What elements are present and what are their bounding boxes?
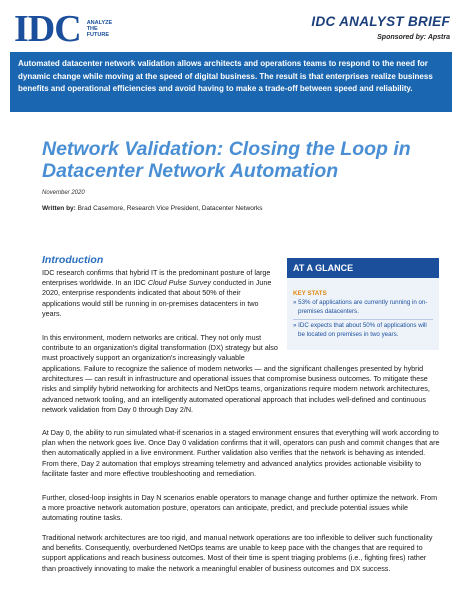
- logo-wordmark: IDC: [14, 8, 81, 50]
- document-date: November 2020: [42, 190, 85, 196]
- bullet-divider: [293, 319, 433, 320]
- author-label: Written by:: [42, 205, 76, 212]
- document-title: Network Validation: Closing the Loop in Datacenter Network Automation: [42, 138, 411, 182]
- intro-paragraph-2b: applications. Failure to recognize the salience of modern networks — and the significant challenges presented by hybrid architectures — can result in infrastructure and operational issues that compromise business outcomes. To mitigate these risks and simplify hybrid networking for architects and NetOps teams, organizations require modern network architectures, advanced network tooling, and an intelligently automated operational approach that includes well-defined and continuous network validation from Day 0 through Day 2/N.: [42, 364, 430, 414]
- author-line: [42, 205, 263, 212]
- intro-paragraph-4: Further, closed-loop insights in Day N scenarios enable operators to manage change and further optimize the network. From a more proactive network automation posture, operators can anticipate, predict, and preclude potential issues while automating routine tasks.: [42, 493, 438, 523]
- p1-text-b: conducted in June 2020, enterprise respondents indicated that about 50% of their applications would still be running in on-premises datacenters in two years.: [42, 278, 272, 318]
- summary-banner: Automated datacenter network validation allows architects and operations teams to respond to the need for dynamic change while moving at the speed of digital business. The result is that enterprises realize business benefits and operational efficiencies and avoid having to make a trade-off between speed and reliability.: [10, 52, 452, 112]
- sponsor-line: Sponsored by: Apstra: [377, 34, 450, 41]
- glance-heading: AT A GLANCE: [287, 258, 439, 278]
- intro-paragraph-5: Traditional network architectures are too rigid, and manual network operations are too inflexible to deliver such functionality and benefits. Consequently, overburdened NetOps teams are unable to keep pace with the changes that are required to support applications and reach business outcomes. Most of their time is spent triaging problems (i.e., fighting fires) rather than proactively innovating to make the network a meaningful enabler of business outcomes and DX success.: [42, 533, 433, 573]
- intro-paragraph-3: At Day 0, the ability to run simulated what-if scenarios in a staged environment ensures that everything will work according to plan when the network goes live. Once Day 0 validation confirms that it will, operators can push and commit changes that are then automatically applied in a live environment. Further validation also verifies that the network is behaving as intended. From there, Day 2 automation that employs streaming telemetry and advanced analytics provides actionable visibility to facilitate faster and more effective troubleshooting and remediation.: [42, 428, 440, 478]
- at-a-glance-box: [287, 258, 439, 350]
- brief-label: IDC ANALYST BRIEF: [311, 14, 450, 29]
- glance-bullet-1: » 53% of applications are currently running in on-premises datacenters.: [293, 299, 428, 315]
- p1-survey-name: Cloud Pulse Survey: [147, 278, 211, 288]
- p1-text-a: IDC research confirms that hybrid IT is the predominant posture of large enterprises worldwide. In an IDC: [42, 268, 271, 288]
- intro-heading: Introduction: [42, 254, 104, 266]
- logo-tagline: ANALYZE THE FUTURE: [86, 20, 113, 38]
- author-name: Brad Casemore, Research Vice President, Datacenter Networks: [77, 205, 263, 212]
- intro-paragraph-1: [42, 268, 280, 319]
- idc-logo: [14, 8, 117, 50]
- intro-paragraph-2a: In this environment, modern networks are critical. They not only must contribute to an organization's digital transformation (DX) strategy but also must proactively support an organization's increasingly valuable: [42, 333, 278, 363]
- glance-bullet-2: » IDC expects that about 50% of applications will be located on premises in two years.: [293, 322, 427, 338]
- key-stats-label: KEY STATS: [293, 290, 327, 297]
